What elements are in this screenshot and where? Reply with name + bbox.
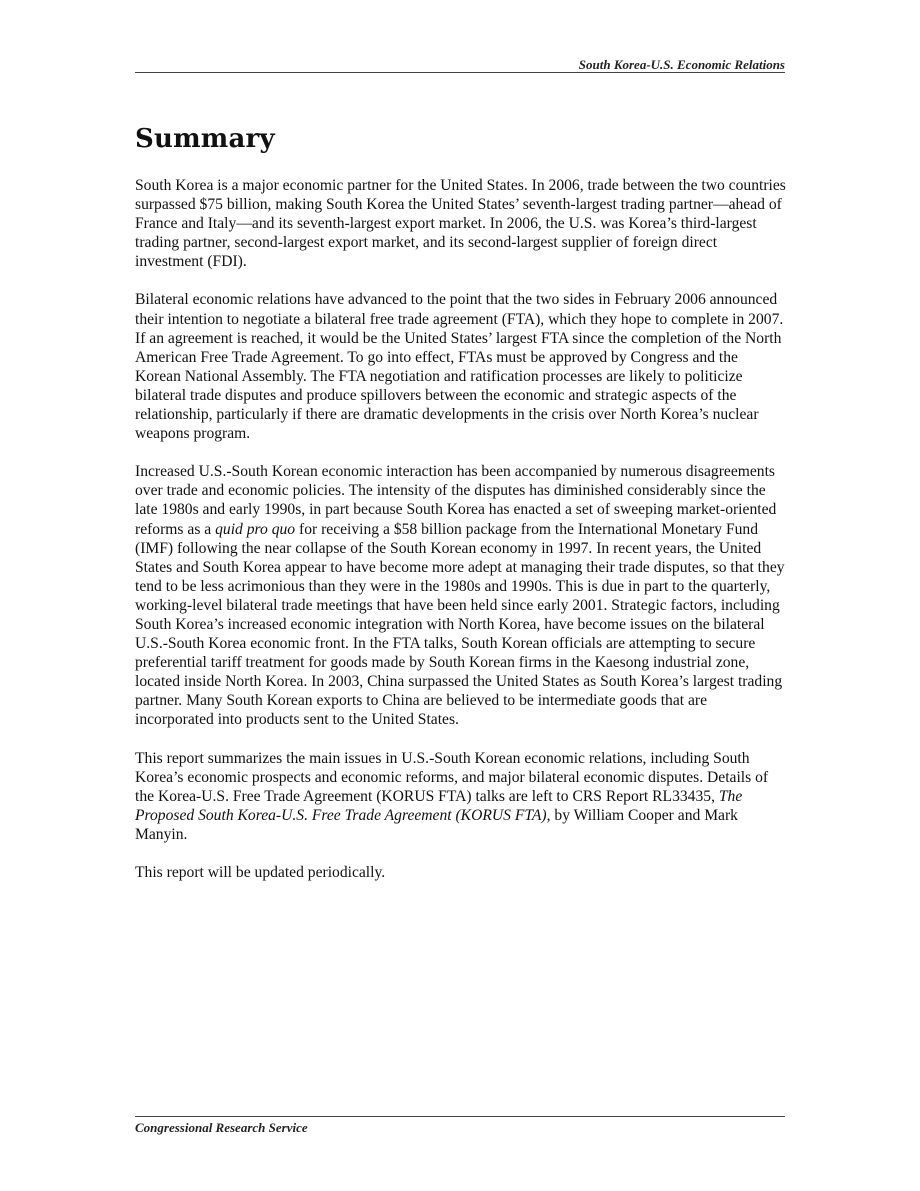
page-title: Summary [135, 124, 275, 154]
paragraph-trade-overview: South Korea is a major economic partner for the United States. In 2006, trade between the two countries surpassed $75 billion, making South Korea the United States’ seventh-largest trading partner—ahead of France and Italy—and its seventh-largest export market. In 2006, the U.S. was Korea’s third-largest trading partner, second-largest export market, and its second-largest supplier of foreign direct investment (FDI). [135, 177, 786, 271]
running-header: South Korea-U.S. Economic Relations [578, 57, 785, 72]
paragraph-text: for receiving a $58 billion package from the International Monetary Fund (IMF) following the near collapse of the South Korean economy in 1997. In recent years, the United States and South Korea appear to have become more adept at managing their trade disputes, so that they tend to be less acrimonious than they were in the 1980s and 1990s. This is due in part to the quarterly, working-level bilateral trade meetings that have been held since early 2001. Strategic factors, including South Korea’s increased economic integration with North Korea, have become issues on the bilateral U.S.-South Korea economic front. In the FTA talks, South Korean officials are attempting to secure preferential tariff treatment for goods made by South Korean firms in the Kaesong industrial zone, located inside North Korea. In 2003, China surpassed the United States as South Korea’s largest trading partner. Many South Korean exports to China are believed to be intermediate goods that are incorporated into products sent to the United States. [135, 520, 785, 729]
italic-term: quid pro quo [215, 520, 296, 538]
footer-divider [135, 1116, 785, 1117]
header-divider [135, 72, 785, 73]
paragraph-update-note: This report will be updated periodically. [135, 864, 386, 881]
paragraph-text: This report summarizes the main issues in U.S.-South Korean economic relations, including South Korea’s economic prospects and economic reforms, and major bilateral economic disputes. Details of the Korea-U.S. Free Trade Agreement (KORUS FTA) talks are left to CRS Report RL33435, [135, 749, 769, 805]
paragraph-text: , by William Cooper and Mark Manyin. [135, 806, 738, 843]
summary-body [135, 176, 787, 901]
running-footer: Congressional Research Service [135, 1120, 308, 1135]
paragraph-fta-negotiation: Bilateral economic relations have advanced to the point that the two sides in February 2006 announced their intention to negotiate a bilateral free trade agreement (FTA), which they hope to complete in 2007. If an agreement is reached, it would be the United States’ largest FTA since the completion of the North American Free Trade Agreement. To go into effect, FTAs must be approved by Congress and the Korean National Assembly. The FTA negotiation and ratification processes are likely to politicize bilateral trade disputes and produce spillovers between the economic and strategic aspects of the relationship, particularly if there are dramatic developments in the crisis over North Korea’s nuclear weapons program. [135, 291, 784, 443]
paragraph-text: Increased U.S.-South Korean economic interaction has been accompanied by numerous disagreements over trade and economic policies. The intensity of the disputes has diminished considerably since the late 1980s and early 1990s, in part because South Korea has enacted a set of sweeping market-oriented reforms as a [135, 463, 777, 538]
paragraph-trade-disputes [135, 462, 787, 729]
paragraph-report-scope [135, 749, 787, 844]
report-title-citation: The Proposed South Korea-U.S. Free Trade Agreement (KORUS FTA) [135, 787, 743, 824]
